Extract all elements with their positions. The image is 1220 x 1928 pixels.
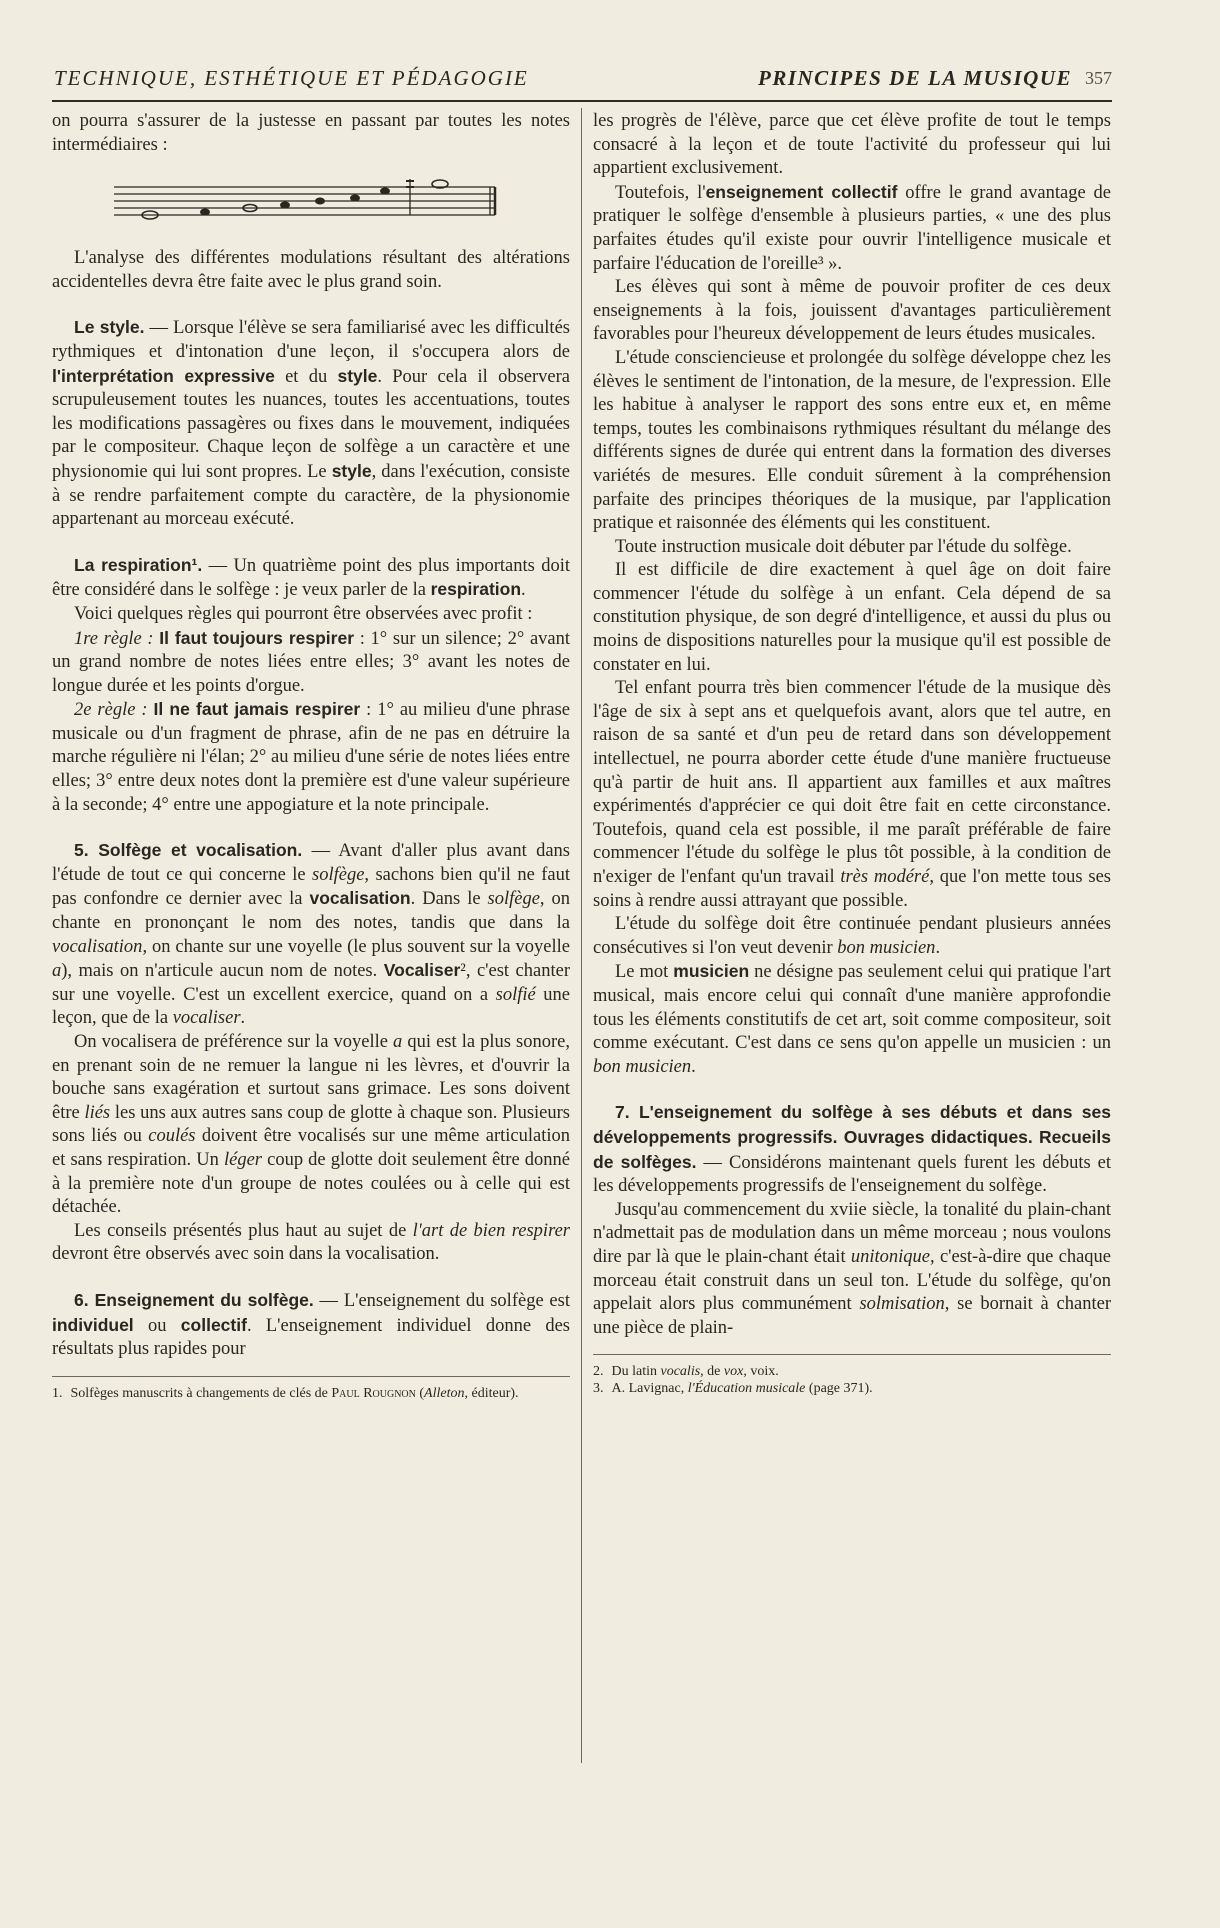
paragraph-collectif: Toutefois, l'enseignement collectif offre le grand avantage de pratiquer le solfège d'ensemble à plusieurs parties, « une des plus parfaites études qu'il existe pour ouvrir l'intelligence musicale et parfaire l'éducation de l'oreille³ ». (593, 181, 1111, 274)
paragraph-plain-chant: Jusqu'au commencement du xviie siècle, la tonalité du plain-chant n'admettait pas de modulation dans un même morceau ; nous voulons dire par là que le plain-chant était unitonique, c'est-à-dire que chaque morceau était construit dans un seul ton. L'étude du solfège, qu'on appelait alors plus communément solmisation, se bornait à chanter une pièce de plain- (593, 1199, 1112, 1338)
paragraph-progres: les progrès de l'élève, parce que cet élève profite de tout le temps consacré à la leçon et de toute l'activité du professeur qui lui appartient exclusivement. (593, 111, 1111, 179)
paragraph-age: Il est difficile de dire exactement à quel âge on doit faire commencer l'étude du solfège à un enfant. Cela dépend de sa constitution physique, de son degré d'intelligence, et aussi du plus ou moins de dispositions naturelles pour la musique qu'il est possible de constater en lui. (593, 560, 1111, 675)
paragraph-deux-enseignements: Les élèves qui sont à même de pouvoir profiter de ces deux enseignements à la fois, jouissent d'avantages particulièrement favorables pour l'heureux développement de leurs études musicales. (593, 277, 1111, 345)
section-respiration: La respiration¹. — Un quatrième point des plus importants doit être considéré dans le solfège : je veux parler de la respiration. (52, 554, 570, 601)
paragraph-musicien: Le mot musicien ne désigne pas seulement celui qui pratique l'art musical, mais encore celui qui connaît d'une manière approfondie tous les éléments constitutifs de cet art, soit comme compositeur, soit comme exécutant. C'est dans ce sens qu'on appelle un musicien : un bon musicien. (593, 961, 1111, 1077)
respiration-heading: La respiration¹. (74, 554, 203, 575)
paragraph-tel-enfant: Tel enfant pourra très bien commencer l'étude de la musique dès l'âge de six à sept ans et quelquefois avant, alors que tel autre, en raison de sa santé et d'un peu de retard dans son développement intellectuel, ne pourra aborder cette étude d'une manière fructueuse qu'à partir de huit ans. Il appartient aux familles et aux maîtres expérimentés d'apprécier ce qui doit être fait en cette circonstance. Toutefois, quand cela est possible, il me paraît préférable de faire commencer l'étude du solfège le plus tôt possible, à la condition de n'exiger de l'enfant qu'un travail très modéré, que l'on mette tous ses soins à rendre aussi attrayant que possible. (593, 678, 1111, 911)
paragraph-intro: on pourra s'assurer de la justesse en passant par toutes les notes intermédiaires : (52, 111, 570, 155)
music-staff-example (110, 177, 500, 223)
footnote-divider-right (593, 1354, 1111, 1355)
paragraph-conseils: Les conseils présentés plus haut au sujet de l'art de bien respirer devront être observés avec soin dans la vocalisation. (52, 1220, 570, 1265)
footnote-3: 3. A. Lavignac, l'Éducation musicale (page 371). (593, 1381, 873, 1397)
section-7-heading: 7. L'enseignement du solfège à ses débuts et dans ses développements progressifs. Ouvrages didactiques. Recueils de solfèges. (593, 1102, 1111, 1172)
section-enseignement: 6. Enseignement du solfège. — L'enseignement du solfège est individuel ou collectif. L'enseignement individuel donne des résultats plus rapides pour (52, 1289, 571, 1360)
page-number: 357 (1085, 68, 1112, 88)
paragraph-modulations: L'analyse des différentes modulations résultant des altérations accidentelles devra être faite avec le plus grand soin. (52, 248, 570, 292)
column-divider (581, 108, 582, 1763)
paragraph-regle-1: 1re règle : Il faut toujours respirer : 1° sur un silence; 2° avant un grand nombre de notes liées entre elles; 3° avant les notes de longue durée et les points d'orgue. (52, 627, 571, 696)
paragraph-vocaliser: On vocalisera de préférence sur la voyelle a qui est la plus sonore, en prenant soin de ne remuer la langue ni les lèvres, et d'ouvrir la bouche sans exagération et surtout sans grimace. Les sons doivent être liés les uns aux autres sans coup de glotte à chaque son. Plusieurs sons liés ou coulés doivent être vocalisés sur une même articulation et sans respiration. Un léger coup de glotte doit seulement être donné à la première note d'un groupe de notes coulées ou à celle qui est détachée. (52, 1032, 571, 1218)
section-solfege-vocalisation: 5. Solfège et vocalisation. — Avant d'aller plus avant dans l'étude de tout ce qui concerne le solfège, sachons bien qu'il ne faut pas confondre ce dernier avec la vocalisation. Dans le solfège, on chante en prononçant le nom des notes, tandis que dans la vocalisation, on chante sur une voyelle (le plus souvent sur la voyelle a), mais on n'articule aucun nom de notes. Vocaliser², c'est chanter sur une voyelle. C'est un excellent exercice, quand on a solfié une leçon, que de la vocaliser. (52, 840, 571, 1029)
section-5-heading: 5. Solfège et vocalisation. (74, 840, 303, 861)
section-debuts-solfege: 7. L'enseignement du solfège à ses débuts et dans ses développements progressifs. Ouvrages didactiques. Recueils de solfèges. — Considérons maintenant quels furent les débuts et les développements progressifs de l'enseignement du solfège. (593, 1102, 1111, 1197)
paragraph-regle-2: 2e règle : Il ne faut jamais respirer : 1° au milieu d'une phrase musicale ou d'un fragment de phrase, afin de ne pas en détruire la marche régulière ni l'élan; 2° au milieu d'une série de notes liées entre elles; 3° entre deux notes dont la première est d'une valeur supérieure à la seconde; 4° entre une appogiature et la note principale. (52, 699, 570, 815)
paragraph-continuee: L'étude du solfège doit être continuée pendant plusieurs années consécutives si l'on veut devenir bon musicien. (593, 914, 1111, 958)
paragraph-instruction: Toute instruction musicale doit débuter par l'étude du solfège. (615, 536, 1072, 557)
book-page (52, 60, 1112, 1900)
right-column (593, 110, 1111, 1397)
style-heading: Le style. (74, 317, 145, 338)
footnote-1: 1. Solfèges manuscrits à changements de clés de Paul Rougnon (Alleton, éditeur). (52, 1385, 519, 1401)
footnote-2: 2. Du latin vocalis, de vox, voix. (593, 1364, 779, 1380)
footnote-divider (52, 1376, 570, 1377)
left-column (52, 110, 570, 1402)
section-6-heading: 6. Enseignement du solfège. (74, 1289, 314, 1310)
header-right-title: PRINCIPES DE LA MUSIQUE (758, 66, 1072, 90)
running-header (52, 60, 1112, 102)
section-le-style: Le style. — Lorsque l'élève se sera familiarisé avec les difficultés rythmiques et d'intonation d'une leçon, il s'occupera alors de l'interprétation expressive et du style. Pour cela il observera scrupuleusement toutes les nuances, toutes les accentuations, toutes les modifications passagères ou fixes dans le mouvement, indiquées par le compositeur. Chaque leçon de solfège a un caractère et une physionomie qui lui sont propres. Le style, dans l'exécution, consiste à se rendre parfaitement compte du caractère, de la physionomie appartenant au morceau exécuté. (52, 317, 570, 530)
paragraph-regles-intro: Voici quelques règles qui pourront être observées avec profit : (74, 603, 533, 624)
header-left-title: TECHNIQUE, ESTHÉTIQUE ET PÉDAGOGIE (54, 66, 529, 90)
paragraph-etude-consciencieuse: L'étude consciencieuse et prolongée du solfège développe chez les élèves le sentiment de l'intonation, de la mesure, de l'expression. Elle les habitue à analyser le rapport des sons entre eux et, en même temps, toutes les combinaisons rythmiques résultant du mélange des différents signes de durée qui entrent dans la formation des diverses variétés de mesures. Elle conduit sûrement à la compréhension parfaite des principes théoriques de la musique, par l'application pratique et raisonnée des éléments qui les constituent. (593, 347, 1111, 534)
